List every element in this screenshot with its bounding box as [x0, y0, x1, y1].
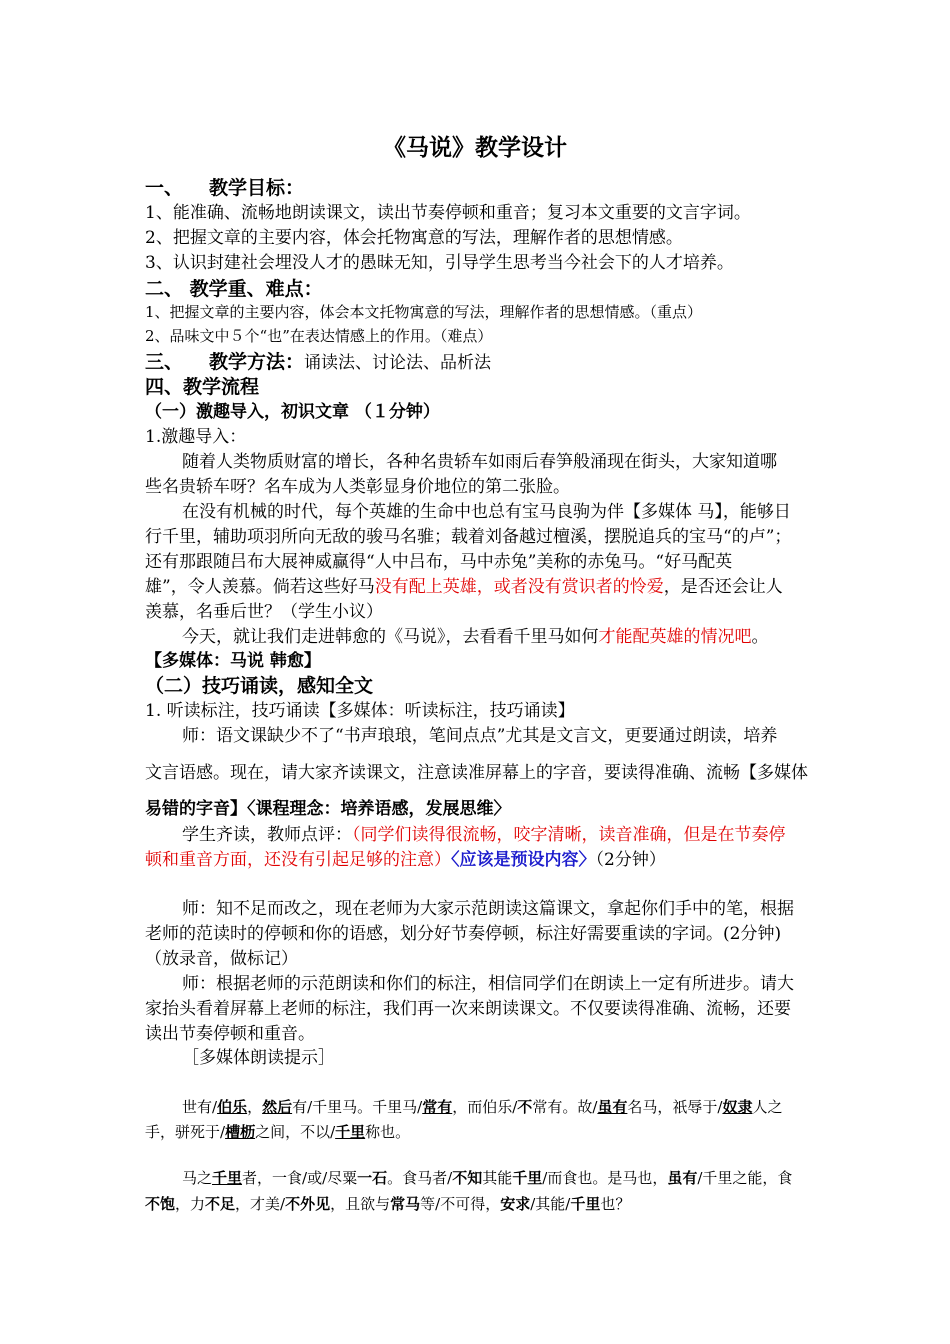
part2-heading: （二）技巧诵读，感知全文	[145, 675, 374, 697]
goal-item: 1、能准确、流畅地朗读课文，读出节奏停顿和重音；复习本文重要的文言字词。	[145, 203, 751, 223]
stressed-word: 一石	[357, 1169, 388, 1187]
paragraph-line: 行千里，辅助项羽所向无敌的骏马名骓；载着刘备越过檀溪，摆脱追兵的宝马“的卢”；	[145, 527, 792, 547]
stressed-word: 虽有	[667, 1169, 698, 1187]
paragraph-line: 师：语文课缺少不了“书声琅琅，笔间点点”尤其是文言文，更要通过朗读，培养	[182, 726, 778, 746]
section-process-heading: 四、教学流程	[145, 376, 260, 398]
text-span: 之间，不以/	[255, 1123, 336, 1141]
text-span: ，才美/	[235, 1195, 286, 1213]
stressed-word: 伯乐	[217, 1098, 248, 1116]
paragraph-line: 读出节奏停顿和重音。	[145, 1024, 315, 1044]
text-span: 等/不可得，	[420, 1195, 501, 1213]
section-keypoints-heading: 二、 教学重、难点：	[145, 278, 323, 300]
goal-item: 3、认识封建社会埋没人才的愚昧无知，引导学生思考当今社会下的人才培养。	[145, 253, 734, 273]
keypoint-item: 2、品味文中５个“也”在表达情感上的作用。（难点）	[145, 327, 493, 345]
highlight-blue: 〈应该是预设内容〉	[451, 850, 596, 870]
stressed-word: 不饱	[145, 1195, 176, 1213]
classical-text-line	[145, 1120, 857, 1144]
doc-title: 《马说》教学设计	[383, 134, 567, 161]
paragraph-line: 家抬头看着屏幕上老师的标注，我们再一次来朗读课文。不仅要读得准确、流畅，还要	[145, 999, 791, 1019]
text-span: ，力	[175, 1195, 206, 1213]
text-span: 者，一食/或/尽粟	[242, 1169, 358, 1187]
part1-heading: （一）激趣导入，初识文章 （１分钟）	[145, 402, 440, 422]
text-span: 世有/	[182, 1098, 218, 1116]
section-label: 教学方法：	[209, 351, 305, 373]
paragraph-line: 些名贵轿车呀？名车成为人类彰显身价地位的第二张脸。	[145, 477, 570, 497]
stressed-word: 千里	[570, 1195, 601, 1213]
stressed-word: 奴隶	[722, 1098, 753, 1116]
section-label: 教学目标：	[209, 177, 305, 199]
paragraph-line	[145, 575, 857, 599]
text-span: /千里之能，食	[697, 1169, 793, 1187]
paragraph-line: （放录音，做标记）	[145, 949, 298, 969]
text-span: 称也。	[365, 1123, 411, 1141]
text-span: 名马，祇辱于/	[627, 1098, 723, 1116]
part1-subheading: 1.激趣导入：	[145, 427, 247, 447]
text-span: 学生齐读，教师点评：	[182, 825, 352, 845]
stressed-word: 千里	[512, 1169, 543, 1187]
text-span: （2分钟）	[595, 850, 666, 870]
stressed-word: 槽枥	[225, 1123, 256, 1141]
paragraph-line: 在没有机械的时代，每个英雄的生命中也总有宝马良驹为伴【多媒体 马】，能够日	[182, 502, 791, 522]
text-span: ，	[247, 1098, 263, 1116]
text-span: 常有。故/	[532, 1098, 598, 1116]
text-span: /而食也。是马也，	[542, 1169, 668, 1187]
stressed-word: 常马	[390, 1195, 421, 1213]
text-span: 有/千里马。千里马/	[292, 1098, 423, 1116]
stressed-word: 安求	[500, 1195, 531, 1213]
paragraph-line: 师：根据老师的示范朗读和你们的标注，相信同学们在朗读上一定有所进步。请大	[182, 974, 794, 994]
stressed-word: 不足	[205, 1195, 236, 1213]
highlight-red: 才能配英雄的情况吧	[598, 627, 752, 647]
paragraph-line: 师：知不足而改之，现在老师为大家示范朗读这篇课文，拿起你们手中的笔，根据	[182, 899, 794, 919]
paragraph-line: 文言语感。现在，请大家齐读课文，注意读准屏幕上的字音，要读得准确、流畅【多媒体	[145, 763, 808, 783]
highlight-red: （同学们读得很流畅，咬字清晰，读音准确，但是在节奏停	[352, 825, 786, 845]
stressed-word: 不	[517, 1098, 533, 1116]
classical-text-line	[145, 1192, 857, 1216]
keypoint-item: 1、把握文章的主要内容，体会本文托物寓意的写法，理解作者的思想情感。（重点）	[145, 303, 703, 321]
text-span: ，是否还会让人	[663, 577, 783, 597]
media-note: 【多媒体：马说 韩愈】	[145, 651, 321, 671]
text-span: 。食马者/	[387, 1169, 453, 1187]
stressed-word: 常有	[422, 1098, 453, 1116]
paragraph-line	[145, 848, 857, 872]
stressed-word: 虽有	[597, 1098, 628, 1116]
text-span: 马之	[182, 1169, 213, 1187]
section-methods-heading	[145, 350, 857, 375]
text-span: 其能	[482, 1169, 513, 1187]
paragraph-line	[182, 823, 894, 847]
methods-value: 诵读法、讨论法、品析法	[304, 353, 492, 373]
paragraph-line: 羡慕，名垂后世？（学生小议）	[145, 602, 383, 622]
media-hint: ［多媒体朗读提示］	[182, 1048, 335, 1068]
classical-text-line	[182, 1166, 894, 1190]
paragraph-line: 易错的字音】〈课程理念：培养语感，发展思维〉	[145, 799, 511, 819]
part2-item: 1. 听读标注，技巧诵读【多媒体：听读标注，技巧诵读】	[145, 701, 575, 721]
paragraph-line	[182, 625, 894, 649]
stressed-word: 千里	[212, 1169, 243, 1187]
text-span: 今天，就让我们走进韩愈的《马说》，去看看千里马如何	[182, 627, 599, 647]
highlight-red: 没有配上英雄，或者没有赏识者的怜爱	[374, 577, 664, 597]
highlight-red: 顿和重音方面，还没有引起足够的注意）	[145, 850, 451, 870]
paragraph-line: 老师的范读时的停顿和你的语感，划分好节奏停顿，标注好需要重读的字词。(2分钟)	[145, 924, 782, 944]
section-goals-heading	[145, 176, 857, 200]
text-span: 雄”，令人羡慕。倘若这些好马	[145, 577, 375, 597]
text-span: /其能/	[530, 1195, 571, 1213]
stressed-word: 不知	[452, 1169, 483, 1187]
text-span: 也？	[600, 1195, 631, 1213]
text-span: 。	[751, 627, 769, 647]
stressed-word: 千里	[335, 1123, 366, 1141]
text-span: 手，骈死于/	[145, 1123, 226, 1141]
paragraph-line: 还有那跟随吕布大展神威赢得“人中吕布，马中赤兔”美称的赤兔马。“好马配英	[145, 552, 733, 572]
goal-item: 2、把握文章的主要内容，体会托物寓意的写法，理解作者的思想情感。	[145, 228, 683, 248]
stressed-word: 不外见	[285, 1195, 331, 1213]
section-number: 一、	[145, 177, 184, 199]
stressed-word: 然后	[262, 1098, 293, 1116]
classical-text-line	[182, 1095, 894, 1119]
paragraph-line: 随着人类物质财富的增长，各种名贵轿车如雨后春笋般涌现在街头，大家知道哪	[182, 452, 777, 472]
text-span: ，而伯乐/	[452, 1098, 518, 1116]
text-span: 人之	[752, 1098, 783, 1116]
section-number: 三、	[145, 351, 184, 373]
text-span: ，且欲与	[330, 1195, 391, 1213]
